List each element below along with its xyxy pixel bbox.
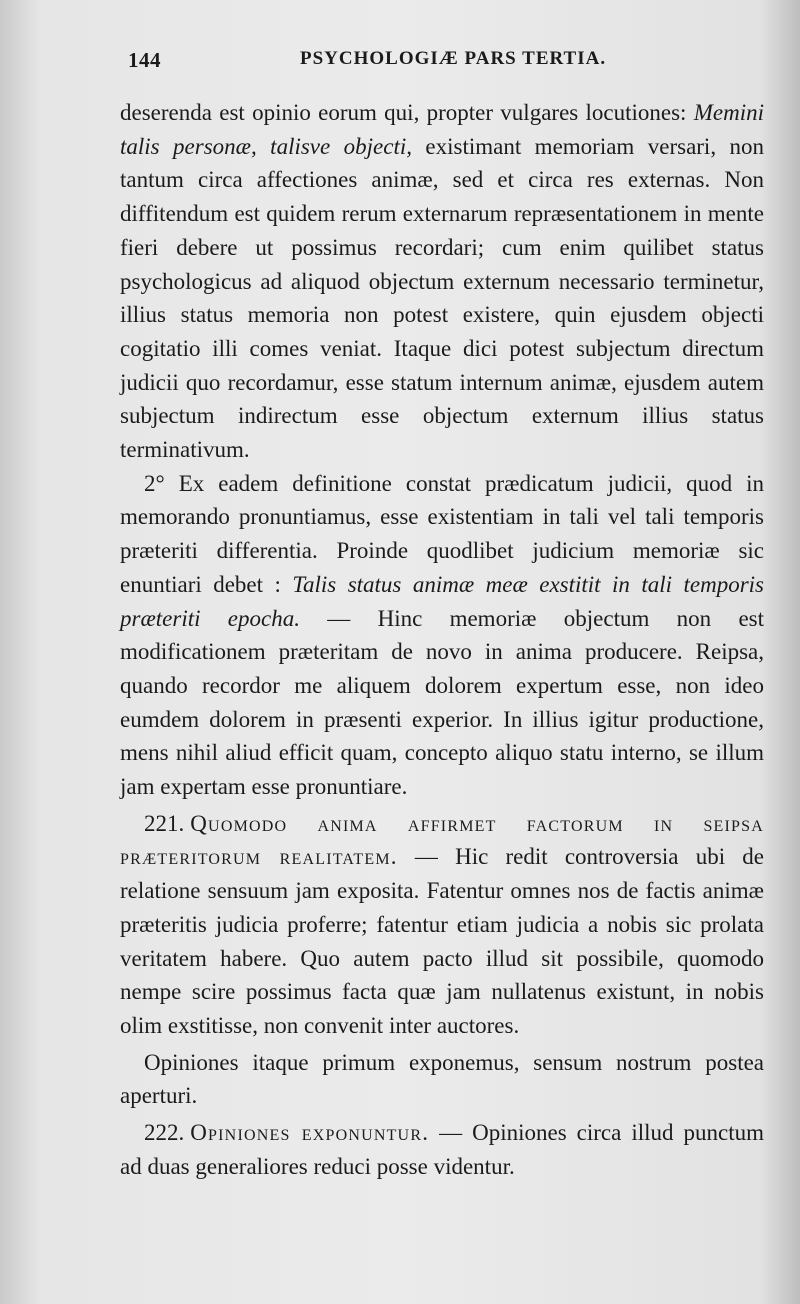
section-text: — Hic redit controversia ubi de relatione sensuum jam exposita. Fatentur omnes nos de factis animæ præteritis judicia proferre; fatentur etiam judicia a nobis sic prolata veritatem habere. Quo autem pacto illud sit possibile, quomodo nempe scire possimus facta quæ jam nullatenus existunt, in nobis olim exstitisse, non convenit inter auctores. [120,844,764,1038]
section-221 [120,807,764,1043]
section-number: 222. [144,1120,185,1146]
paragraph-memory-objects: deserenda est opinio eorum qui, propter vulgares locutiones: Memini talis personæ, talisve objecti, existimant memoriam versari, non tantum circa affectiones animæ, sed et circa res externas. Non diffitendum est quidem rerum externarum repræsentationem in mente fieri debere ut possimus recordari; cum enim quilibet status psychologicus ad aliquod objectum externum necessario terminetur, illius status memoria non potest existere, quin ejusdem objecti cogitatio illi comes veniat. Itaque dici potest subjectum directum judicii quo recordamur, esse statum internum animæ, ejusdem autem subjectum indirectum esse objectum externum illius status terminativum. [120,100,765,463]
page-number: 144 [128,48,161,72]
paragraph-opiniones: Opiniones itaque primum exponemus, sensum nostrum postea aperturi. [120,1049,764,1109]
italic-formula: Talis status animæ meæ exstitit in tali temporis præteriti epocha. [120,571,764,631]
section-222 [120,1116,764,1183]
body-text [120,96,764,1184]
section-text: — Opiniones circa illud punctum ad duas generaliores reduci posse videntur. [120,1120,764,1179]
italic-example: Memini talis personæ, talisve objecti, [120,100,764,159]
section-title: Quomodo anima affirmet factorum in seipsa præteritorum realitatem. [120,810,764,870]
section-number: 221. [144,810,185,836]
section-title: Opiniones exponuntur. [190,1120,430,1146]
paragraph-predicate: 2° Ex eadem definitione constat prædicatum judicii, quod in memorando pronuntiamus, esse existentiam in tali vel tali temporis præteriti differentia. Proinde quodlibet judicium memoriæ sic enuntiari debet : Talis status animæ meæ exstitit in tali temporis præteriti epocha. — Hinc memoriæ objectum non est modificationem præteritam de novo in anima producere. Reipsa, quando recordor me aliquem dolorem expertum esse, non ideo eumdem dolorem in præsenti experior. In illius igitur productione, mens nihil aliud efficit quam, concepto aliquo statu interno, se illum jam expertam esse pronuntiare. [120,470,764,800]
running-head: PSYCHOLOGIÆ PARS TERTIA. [300,48,607,69]
page-header [128,48,648,84]
